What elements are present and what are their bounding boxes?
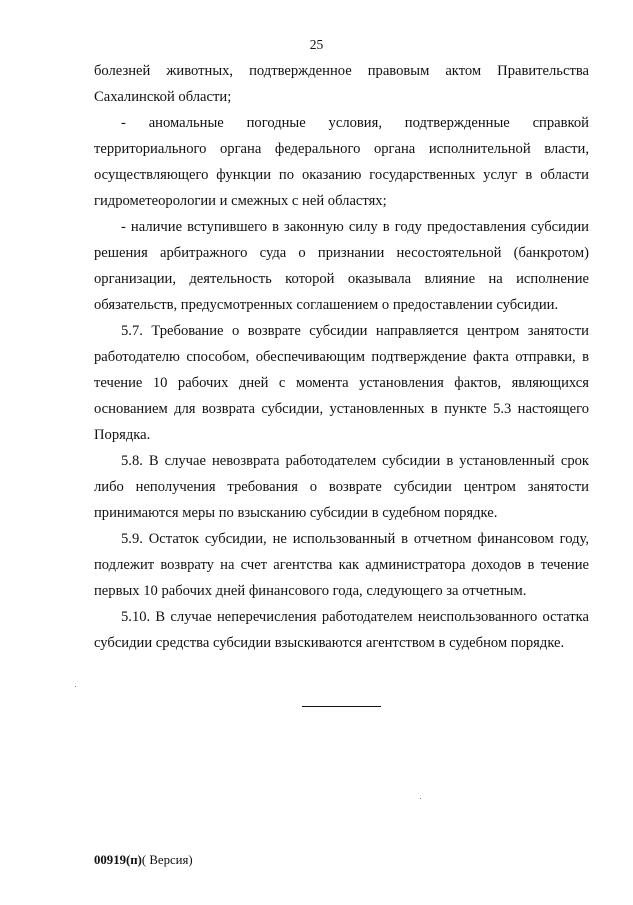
text-line: течение 10 рабочих дней с момента установления фактов, являющихся <box>94 375 589 391</box>
scan-speck <box>420 798 421 799</box>
text-line: - аномальные погодные условия, подтвержденные справкой <box>121 115 589 131</box>
text-line: первых 10 рабочих дней финансового года, следующего за отчетным. <box>94 583 527 599</box>
text-line: решения арбитражного суда о признании несостоятельной (банкротом) <box>94 245 589 261</box>
text-line: принимаются меры по взысканию субсидии в судебном порядке. <box>94 505 498 521</box>
text-line: либо неполучения требования о возврате субсидии центром занятости <box>94 479 589 495</box>
document-code: 00919(п) <box>94 853 142 867</box>
version-label: ( Версия) <box>141 853 193 867</box>
text-line: субсидии средства субсидии взыскиваются агентством в судебном порядке. <box>94 635 565 651</box>
text-line: 5.10. В случае неперечисления работодателем неиспользованного остатка <box>121 609 589 625</box>
text-line: работодателю способом, обеспечивающим подтверждение факта отправки, в <box>94 349 589 365</box>
text-line: организации, деятельность которой оказывала влияние на исполнение <box>94 271 589 287</box>
text-line: 5.7. Требование о возврате субсидии направляется центром занятости <box>121 323 589 339</box>
text-line: 5.9. Остаток субсидии, не использованный в отчетном финансовом году, <box>121 531 589 547</box>
closing-rule <box>302 706 381 707</box>
text-line: подлежит возврату на счет агентства как администратора доходов в течение <box>94 557 589 573</box>
page-number: 25 <box>309 37 324 52</box>
text-line: Порядка. <box>94 427 151 443</box>
text-line: гидрометеорологии и смежных с ней областях; <box>94 193 387 209</box>
footer <box>94 852 193 868</box>
text-line: болезней животных, подтвержденное правовым актом Правительства <box>94 63 589 79</box>
text-line: обязательств, предусмотренных соглашением о предоставлении субсидии. <box>94 297 559 313</box>
text-line: - наличие вступившего в законную силу в году предоставления субсидии <box>121 219 589 235</box>
text-line: основанием для возврата субсидии, установленных в пункте 5.3 настоящего <box>94 401 589 417</box>
text-line: 5.8. В случае невозврата работодателем субсидии в установленный срок <box>121 453 589 469</box>
text-line: территориального органа федерального органа исполнительной власти, <box>94 141 589 157</box>
scan-speck <box>75 686 76 687</box>
text-line: осуществляющего функции по оказанию государственных услуг в области <box>94 167 589 183</box>
text-line: Сахалинской области; <box>94 89 232 105</box>
